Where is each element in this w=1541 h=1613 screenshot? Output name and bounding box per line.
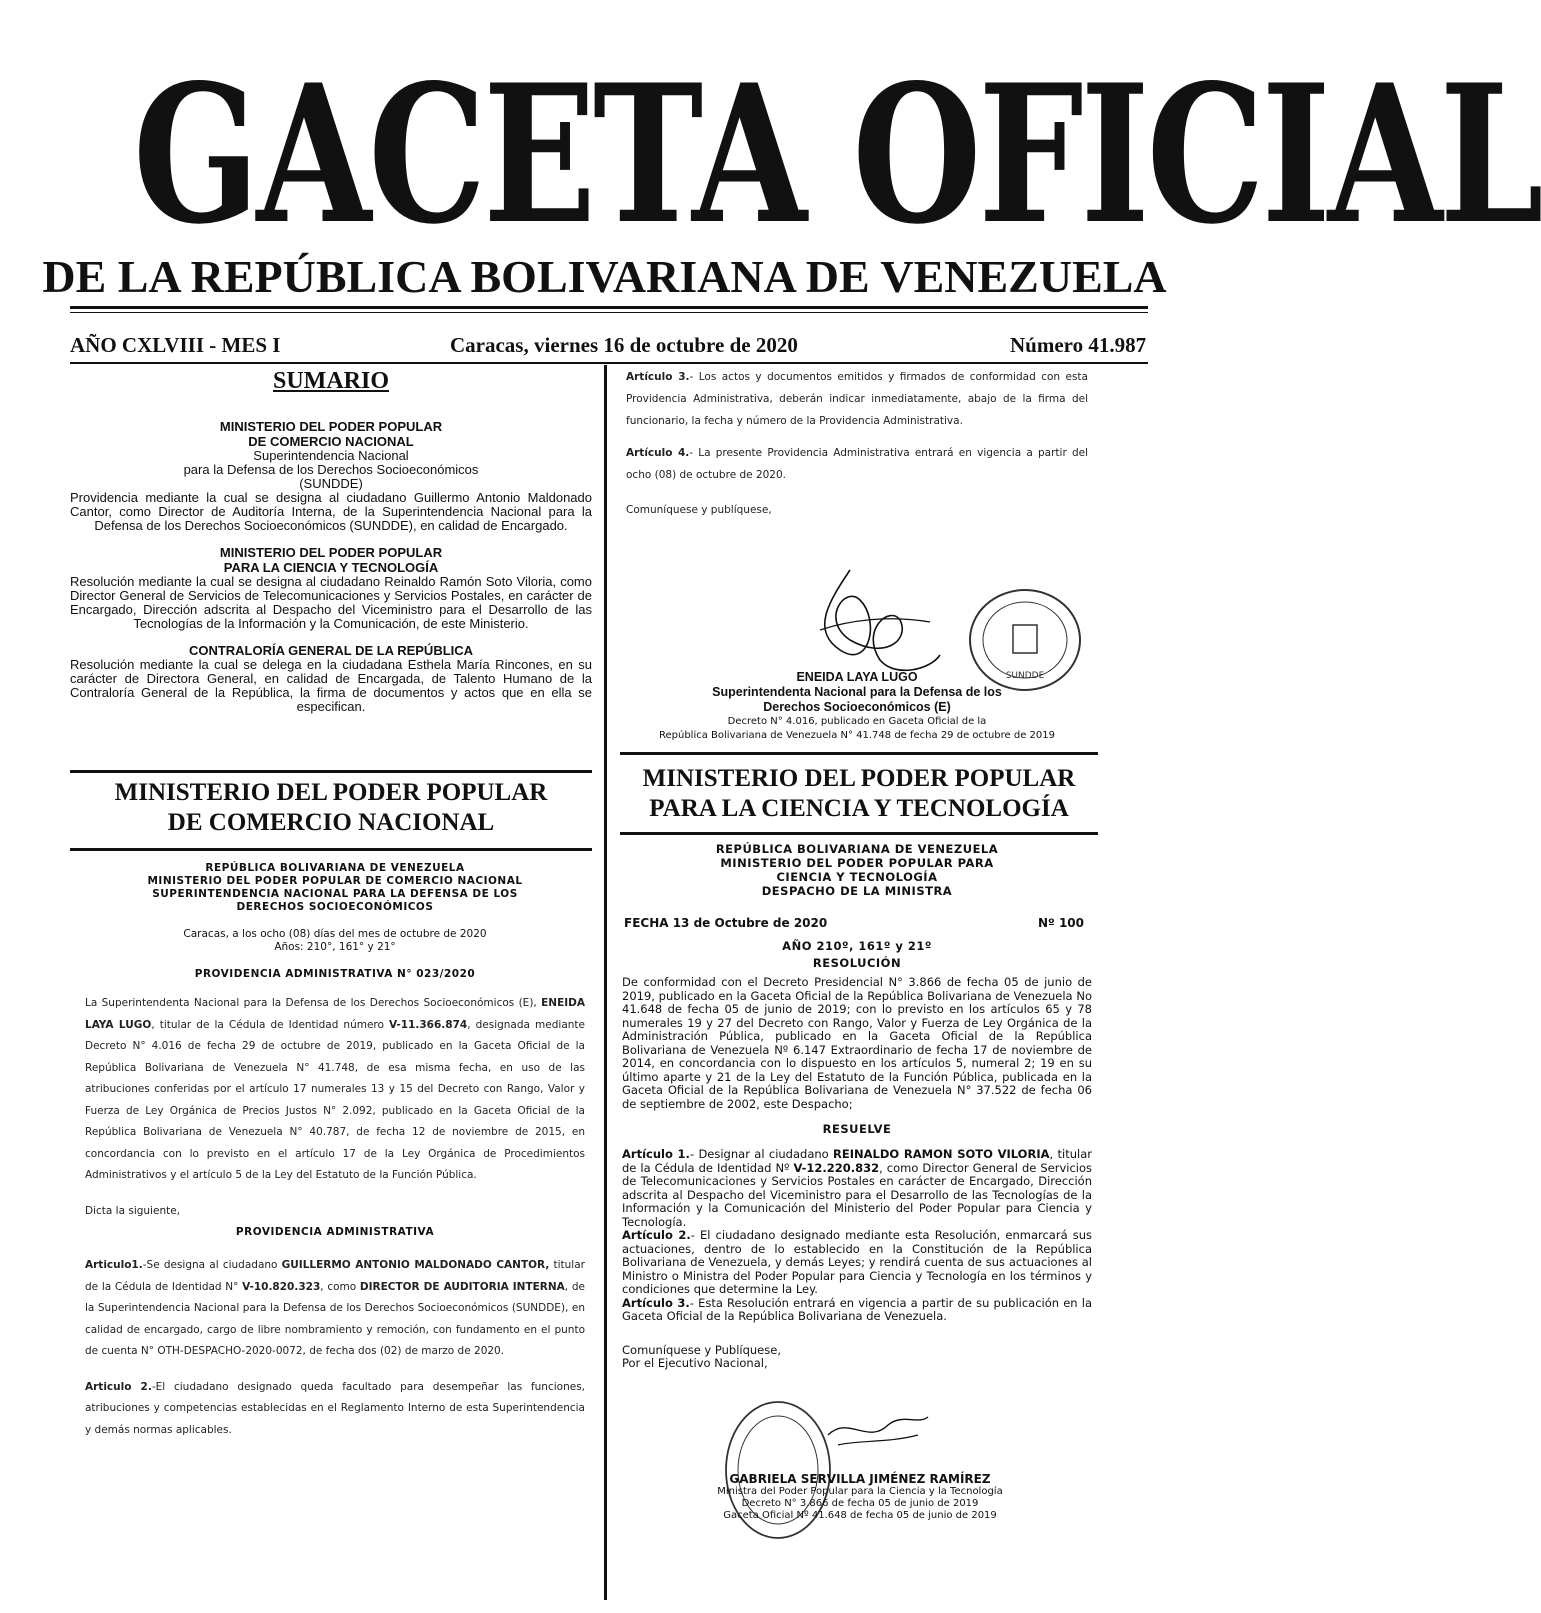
sig2-name: GABRIELA SERVILLA JIMÉNEZ RAMÍREZ <box>729 1472 991 1486</box>
masthead-title: GACETA OFICIAL <box>132 43 1541 266</box>
res-art3-text: - Esta Resolución entrará en vigencia a partir de su publicación en la Gaceta Oficial de la República Bolivariana de Venezuela. <box>622 1295 1092 1323</box>
res-close-1: Comuníquese y Publíquese, <box>622 1342 781 1357</box>
res-header-4: DESPACHO DE LA MINISTRA <box>761 884 953 898</box>
sumario-title: SUMARIO <box>272 368 389 394</box>
prov-place-date: Caracas, a los ocho (08) días del mes de octubre de 2020 <box>183 928 487 940</box>
signature-2-block <box>640 1472 1080 1522</box>
sumario-s3-heading-1: CONTRALORÍA GENERAL DE LA REPÚBLICA <box>188 643 474 658</box>
prov-article-4 <box>626 442 1088 486</box>
column-divider <box>604 365 607 1600</box>
prov-art1-part-c: , como <box>320 1280 360 1293</box>
res-art1-part-a: - Designar al ciudadano <box>689 1147 834 1161</box>
res-body: De conformidad con el Decreto Presidencial N° 3.866 de fecha 05 de junio de 2019, publicado en la Gaceta Oficial de la República Bolivariana de Venezuela No 41.648 de fecha 05 de junio de 2019; con lo previsto en los artículos 65 y 78 numerales 19 y 27 del Decreto con Rango, Valor y Fuerza de Ley Orgánica de la Administración Pública, publicado en la Gaceta Oficial de la República Bolivariana de Venezuela Nº 6.147 Extraordinario de fecha 17 de noviembre de 2014, en concordancia con lo dispuesto en los artículos 5, numeral 2; 19 en su último aparte y 21 de la Ley del Estatuto de la Función Pública, publicada en la Gaceta Oficial de la República Bolivariana de Venezuela N° 37.522 de fecha 06 de septiembre de 2002, este Despacho; <box>622 975 1092 1111</box>
res-art1-part-b: , titular de la Cédula de Identidad Nº <box>622 1147 1092 1175</box>
prov-art2-label: Articulo 2. <box>85 1380 152 1393</box>
right-banner-line-1: MINISTERIO DEL PODER POPULAR <box>642 765 1076 792</box>
prov-art1-name: GUILLERMO ANTONIO MALDONADO CANTOR, <box>281 1259 550 1271</box>
res-article-1 <box>622 1148 1092 1229</box>
prov-p1-id: V-11.366.874 <box>389 1018 468 1031</box>
res-art1-label: Artículo 1. <box>622 1147 690 1161</box>
sumario-s1-sub-1: Superintendencia Nacional <box>253 448 409 463</box>
prov-p1-part-c: , designada mediante Decreto N° 4.016 de fecha 29 de octubre de 2019, publicado en la Gaceta Oficial de la República Bolivariana de Venezuela N° 41.748, de esa misma fecha, en uso de las atribuciones conferidas por el artículo 17 numerales 13 y 15 del Decreto con Rango, Valor y Fuerza de Ley Orgánica de Precios Justos N° 2.092, publicado en la Gaceta Oficial de la República Bolivariana de Venezuela N° 40.787, de fecha 12 de noviembre de 2015, en concordancia con lo previsto en el artículo 17 de la Ley Orgánica de Procedimientos Administrativos y el artículo 5 de la Ley del Estatuto de la Función Pública. <box>85 1018 585 1181</box>
res-title: RESOLUCIÓN <box>812 956 902 970</box>
prov-header-2: MINISTERIO DEL PODER POPULAR DE COMERCIO NACIONAL <box>147 875 523 887</box>
right-banner-rule-top <box>620 752 1098 755</box>
sumario-s1-text: Providencia mediante la cual se designa al ciudadano Guillermo Antonio Maldonado Cantor, como Director de Auditoría Interna, de la Superintendencia Nacional para la Defensa de los Derechos Socioeconómicos (SUNDDE), en calidad de Encargado. <box>70 490 592 533</box>
sumario-s1-heading-2: DE COMERCIO NACIONAL <box>248 434 414 449</box>
sumario-s2-heading-2: PARA LA CIENCIA Y TECNOLOGÍA <box>223 560 439 575</box>
res-year: AÑO 210º, 161º y 21º <box>782 939 932 953</box>
prov-art4-text: - La presente Providencia Administrativa entrará en vigencia a partir del ocho (08) de octubre de 2020. <box>626 447 1089 481</box>
res-header-1: REPÚBLICA BOLIVARIANA DE VENEZUELA <box>715 842 999 856</box>
res-art2-label: Artículo 2. <box>622 1228 691 1242</box>
issue-number: Número 41.987 <box>1010 333 1147 357</box>
issue-date: Caracas, viernes 16 de octubre de 2020 <box>450 333 798 357</box>
sumario <box>70 368 592 714</box>
prov-art1-part-b: titular de la Cédula de Identidad N° <box>85 1259 585 1293</box>
right-ministry-banner <box>620 764 1098 824</box>
ministry-seal-and-signature <box>718 1395 938 1545</box>
res-close-2: Por el Ejecutivo Nacional, <box>622 1355 768 1370</box>
res-art1-id: V-12.220.832 <box>793 1160 880 1175</box>
providencia-document <box>85 862 585 1441</box>
prov-article-3 <box>626 366 1088 432</box>
issue-year: AÑO CXLVIII - MES I <box>70 333 281 357</box>
res-art1-name: REINALDO RAMON SOTO VILORIA <box>833 1147 1050 1161</box>
sumario-s1-sub-3: (SUNDDE) <box>299 476 363 491</box>
sumario-s3-text: Resolución mediante la cual se delega en la ciudadana Esthela María Rincones, en su carácter de Directora General, en calidad de Encargada, de Talento Humano de la Contraloría General de la República, la firma de documentos y actos que en ella se especifican. <box>70 657 592 714</box>
prov-art1-id: V-10.820.323 <box>242 1280 321 1293</box>
prov-article-2 <box>85 1377 585 1442</box>
masthead-rule-top-thin <box>70 312 1148 313</box>
res-article-3 <box>622 1297 1092 1324</box>
right-banner-rule-bottom <box>620 832 1098 835</box>
masthead-subtitle: DE LA REPÚBLICA BOLIVARIANA DE VENEZUELA <box>42 251 1167 302</box>
prov-p1-part-a: La Superintendenta Nacional para la Defensa de los Derechos Socioeconómicos (E), <box>85 997 542 1009</box>
sumario-s1-sub-2: para la Defensa de los Derechos Socioeconómicos <box>183 462 479 477</box>
res-number: Nº 100 <box>1037 916 1084 930</box>
right-banner-line-2: PARA LA CIENCIA Y TECNOLOGÍA <box>649 795 1069 822</box>
res-header-2: MINISTERIO DEL PODER POPULAR PARA <box>720 856 994 870</box>
res-date-row <box>622 916 1092 932</box>
sig1-decree-2: República Bolivariana de Venezuela N° 41.748 de fecha 29 de octubre de 2019 <box>659 730 1055 741</box>
masthead-rule-bottom <box>70 362 1148 364</box>
res-art3-label: Artículo 3. <box>622 1295 690 1310</box>
left-banner-line-2: DE COMERCIO NACIONAL <box>167 809 495 836</box>
prov-art1-label: Articulo1. <box>85 1259 143 1271</box>
prov-art3-text: - Los actos y documentos emitidos y firmados de conformidad con esta Providencia Administrativa, deberán indicar inmediatamente, abajo de la firma del funcionario, la fecha y número de la Providencia Administrativa. <box>626 371 1088 427</box>
prov-article-1 <box>85 1255 585 1363</box>
prov-p1-name: ENEIDA LAYA LUGO <box>85 997 585 1031</box>
sig1-decree-1: Decreto N° 4.016, publicado en Gaceta Oficial de la <box>727 716 987 727</box>
prov-header-1: REPÚBLICA BOLIVARIANA DE VENEZUELA <box>205 862 465 874</box>
prov-dicta: Dicta la siguiente, <box>85 1204 181 1217</box>
left-ministry-banner <box>70 778 592 838</box>
sumario-s2-text: Resolución mediante la cual se designa al ciudadano Reinaldo Ramón Soto Viloria, como Director General de Servicios de Telecomunicaciones y Servicios Postales, en carácter de Encargado, Dirección adscrita al Despacho del Viceministro para el Desarrollo de las Tecnologías de la Información y la Comunicación, de este Ministerio. <box>70 574 592 631</box>
prov-p1-part-b: , titular de la Cédula de Identidad número <box>151 1018 390 1031</box>
sumario-s2-heading-1: MINISTERIO DEL PODER POPULAR <box>219 545 443 560</box>
res-article-2 <box>622 1229 1092 1297</box>
sig1-title-2: Derechos Socioeconómicos (E) <box>763 700 951 714</box>
prov-art4-label: Artículo 4. <box>626 447 690 459</box>
prov-paragraph-1 <box>85 993 585 1187</box>
sig2-title-3: Gaceta Oficial Nº 41.648 de fecha 05 de junio de 2019 <box>723 1510 997 1521</box>
res-header-3: CIENCIA Y TECNOLOGÍA <box>776 870 938 884</box>
sumario-s1-heading-1: MINISTERIO DEL PODER POPULAR <box>219 419 443 434</box>
sig2-title-1: Ministra del Poder Popular para la Ciencia y la Tecnología <box>717 1486 1003 1497</box>
res-art2-text: - El ciudadano designado mediante esta Resolución, enmarcará sus actuaciones, dentro de lo establecido en la Constitución de la República Bolivariana de Venezuela, y demás Leyes; y rendirá cuenta de sus actuaciones al Ministro o Ministra del Poder Popular para Ciencia y Tecnología en los términos y condiciones que determine la Ley. <box>622 1228 1093 1296</box>
prov-comuniquese: Comuníquese y publíquese, <box>626 504 772 516</box>
prov-art1-part-d: , de la Superintendencia Nacional para la Defensa de los Derechos Socioeconómicos (SUNDDE), en calidad de encargado, cargo de libre nombramiento y remoción, con fundamento en el punto de cuenta N° OTH-DESPACHO-2020-0072, de fecha dos (02) de marzo de 2020. <box>85 1280 585 1357</box>
prov-art3-label: Artículo 3. <box>626 371 690 383</box>
res-date: FECHA 13 de Octubre de 2020 <box>624 916 828 930</box>
res-art1-part-c: , como Director General de Servicios de Telecomunicaciones y Servicios Postales en carácter de Encargado, Dirección adscrita al Despacho del Viceministro para el Desarrollo de las Tecnologías de la Información y la Comunicación del Ministerio del Poder Popular para Ciencia y Tecnología. <box>622 1160 1092 1229</box>
providencia-continuation <box>626 366 1088 522</box>
signature-1-block <box>626 670 1088 743</box>
prov-art1-role: DIRECTOR DE AUDITORIA INTERNA <box>359 1280 565 1293</box>
prov-years: Años: 210°, 161° y 21° <box>274 941 396 953</box>
sig2-title-2: Decreto N° 3.866 de fecha 05 de junio de 2019 <box>741 1498 979 1509</box>
masthead-rule-top <box>70 306 1148 309</box>
prov-art2-text: -El ciudadano designado queda facultado para desempeñar las funciones, atribuciones y competencias establecidas en el Reglamento Interno de esta Superintendencia y demás normas aplicables. <box>85 1380 586 1436</box>
prov-subtitle: PROVIDENCIA ADMINISTRATIVA <box>235 1226 435 1238</box>
prov-header-4: DERECHOS SOCIOECONÓMICOS <box>236 901 434 913</box>
left-banner-line-1: MINISTERIO DEL PODER POPULAR <box>114 779 548 806</box>
seal-1-label: SUNDDE <box>1005 671 1045 681</box>
sig1-name: ENEIDA LAYA LUGO <box>796 670 918 684</box>
prov-art1-part-a: -Se designa al ciudadano <box>142 1259 282 1271</box>
sig1-title-1: Superintendenta Nacional para la Defensa de los <box>712 685 1002 699</box>
left-banner-rule-top <box>70 770 592 773</box>
prov-title: PROVIDENCIA ADMINISTRATIVA N° 023/2020 <box>194 968 476 980</box>
resolucion-document <box>622 842 1092 1370</box>
res-resuelve: RESUELVE <box>822 1122 892 1136</box>
prov-header-3: SUPERINTENDENCIA NACIONAL PARA LA DEFENSA DE LOS <box>152 888 518 900</box>
left-banner-rule-bottom <box>70 848 592 851</box>
